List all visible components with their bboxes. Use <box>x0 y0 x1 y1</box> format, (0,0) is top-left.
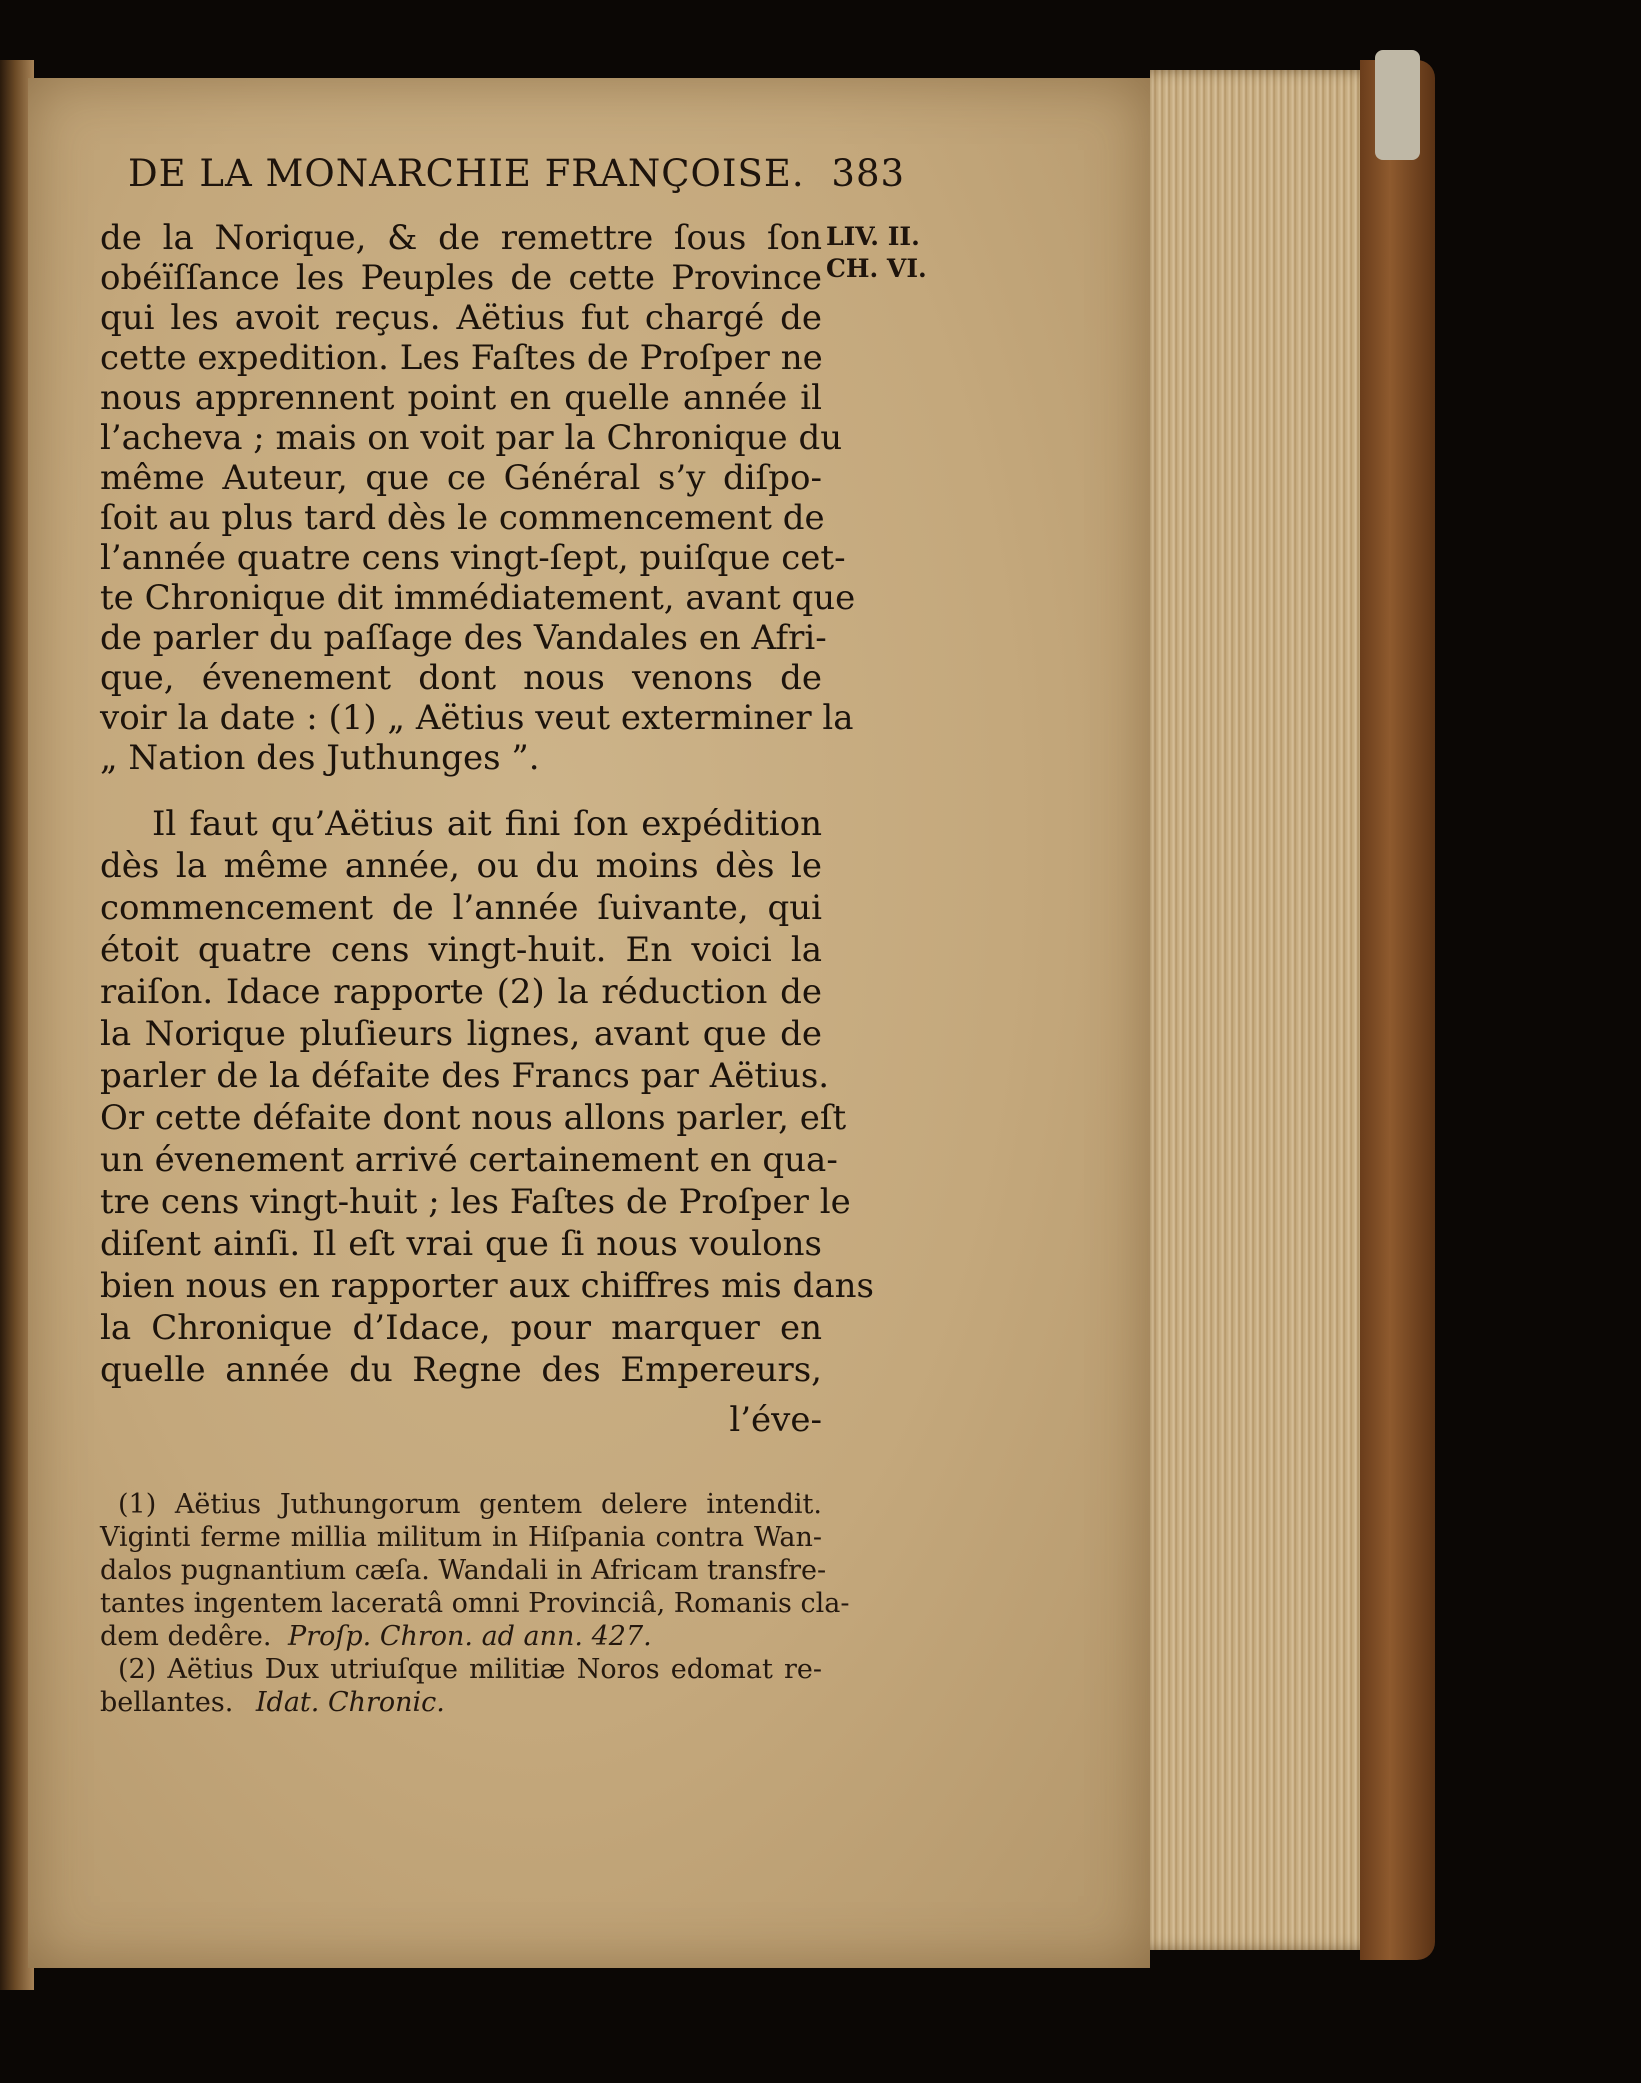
footnote-line: (1) Aëtius Juthungorum gentem delere intendit. <box>118 1489 822 1520</box>
book-spine <box>1360 60 1435 1960</box>
footnote-line: dalos pugnantium cæſa. Wandali in Africam transfre- <box>100 1555 827 1586</box>
page-edges <box>1150 70 1375 1950</box>
body-line: qui les avoit reçus. Aëtius fut chargé de <box>100 298 822 338</box>
body-line: obéïſſance les Peuples de cette Province <box>100 258 822 298</box>
footnote-line <box>100 1686 822 1719</box>
body-line: cette expedition. Les Faſtes de Proſper ne <box>100 338 823 378</box>
body-line: Il faut qu’Aëtius ait fini ſon expédition <box>152 804 822 844</box>
body-line: raiſon. Idace rapporte (2) la réduction de <box>100 972 822 1012</box>
footnote-text: bellantes. <box>100 1687 234 1718</box>
body-line: étoit quatre cens vingt-huit. En voici la <box>100 930 822 970</box>
footnote-citation: Idat. Chronic. <box>255 1687 445 1718</box>
body-line: quelle année du Regne des Empereurs, <box>100 1350 822 1390</box>
body-line: l’année quatre cens vingt-ſept, puiſque cet- <box>100 538 846 578</box>
body-line: nous apprennent point en quelle année il <box>100 378 822 418</box>
body-line: dès la même année, ou du moins dès le <box>100 846 822 886</box>
body-line: la Chronique d’Idace, pour marquer en <box>100 1308 822 1348</box>
body-line: de parler du paſſage des Vandales en Afri- <box>100 618 827 658</box>
footnote-line: Viginti ferme millia militum in Hiſpania contra Wan- <box>100 1522 822 1553</box>
body-line: bien nous en rapporter aux chiffres mis dans <box>100 1266 874 1306</box>
running-header <box>128 152 905 195</box>
body-line: diſent ainſi. Il eſt vrai que ſi nous voulons <box>100 1224 822 1264</box>
footnote-line: (2) Aëtius Dux utriuſque militiæ Noros edomat re- <box>118 1654 822 1685</box>
body-line: ſoit au plus tard dès le commencement de <box>100 498 825 538</box>
body-line: de la Norique, & de remettre ſous ſon <box>100 218 822 258</box>
page-number: 383 <box>831 152 906 195</box>
body-line: l’acheva ; mais on voit par la Chronique du <box>100 418 843 458</box>
body-line: la Norique pluſieurs lignes, avant que de <box>100 1014 822 1054</box>
footnote-line: tantes ingentem laceratâ omni Provinciâ, Romanis cla- <box>100 1588 850 1619</box>
body-line: un évenement arrivé certainement en qua- <box>100 1140 838 1180</box>
margin-chapter-number: CH. VI. <box>826 254 927 283</box>
body-line: commencement de l’année ſuivante, qui <box>100 888 822 928</box>
body-line: même Auteur, que ce Général s’y diſpo- <box>100 458 822 498</box>
footnote-text: dem dedêre. <box>100 1621 272 1652</box>
body-line: tre cens vingt-huit ; les Faſtes de Proſper le <box>100 1182 851 1222</box>
spine-wear-patch <box>1375 50 1420 160</box>
body-line: te Chronique dit immédiatement, avant que <box>100 578 856 618</box>
margin-book-number: LIV. II. <box>826 222 920 251</box>
body-line: voir la date : (1) „ Aëtius veut exterminer la <box>100 698 854 738</box>
body-line: parler de la défaite des Francs par Aëtius. <box>100 1056 830 1096</box>
footnote-line <box>100 1620 822 1653</box>
running-title: DE LA MONARCHIE FRANÇOISE. <box>128 152 805 195</box>
body-line: que, évenement dont nous venons de <box>100 658 822 698</box>
footnote-citation: Proſp. Chron. ad ann. 427. <box>288 1621 652 1652</box>
body-line: „ Nation des Juthunges ”. <box>100 738 540 778</box>
catchword: l’éve- <box>729 1400 822 1440</box>
body-line: Or cette défaite dont nous allons parler, eſt <box>100 1098 847 1138</box>
